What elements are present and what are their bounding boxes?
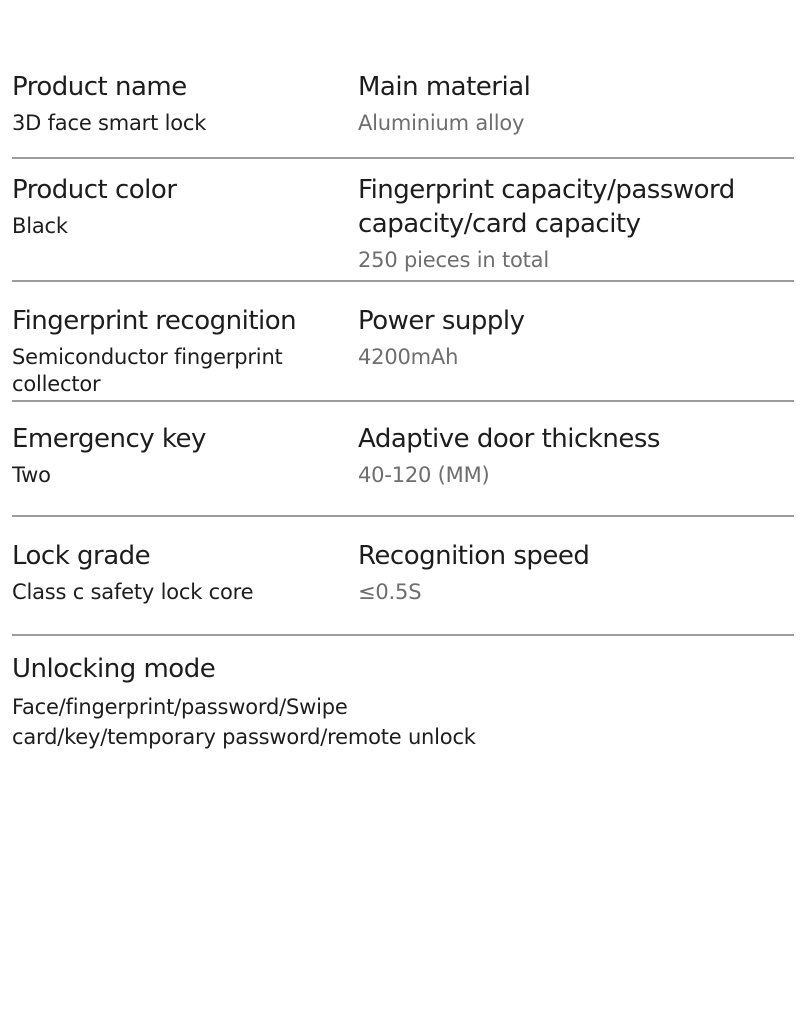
spec-value: 4200mAh: [358, 345, 459, 369]
spec-label: Fingerprint capacity/password capacity/card capacity: [358, 175, 735, 239]
spec-value: Two: [12, 463, 51, 487]
spec-cell-right: [358, 70, 794, 137]
spec-value: Aluminium alloy: [358, 111, 525, 135]
spec-label: Power supply: [358, 306, 525, 336]
spec-cell-right: [358, 539, 794, 606]
spec-value: Semiconductor fingerprint collector: [12, 345, 283, 396]
spec-label: Adaptive door thickness: [358, 424, 660, 454]
spec-value: 40-120 (MM): [358, 463, 490, 487]
spec-value: Face/fingerprint/password/Swipe card/key/temporary password/remote unlock: [12, 695, 476, 749]
spec-row-lock-grade: [12, 517, 794, 636]
spec-value: Class c safety lock core: [12, 580, 254, 604]
spec-label: Main material: [358, 72, 531, 102]
spec-cell-left: [12, 173, 358, 274]
spec-cell-left: [12, 304, 358, 398]
spec-cell-full: [12, 652, 794, 752]
spec-cell-left: [12, 422, 358, 489]
spec-cell-left: [12, 70, 358, 137]
spec-value: ≤0.5S: [358, 580, 422, 604]
spec-row-fingerprint-recognition: [12, 282, 794, 402]
spec-value: 250 pieces in total: [358, 248, 549, 272]
spec-label: Lock grade: [12, 541, 151, 571]
spec-label: Product color: [12, 175, 177, 205]
spec-value: 3D face smart lock: [12, 111, 207, 135]
spec-cell-right: [358, 173, 794, 274]
spec-row-emergency-key: [12, 402, 794, 517]
spec-cell-right: [358, 304, 794, 398]
spec-label: Unlocking mode: [12, 654, 216, 684]
spec-row-unlocking-mode: [12, 636, 794, 752]
spec-label: Product name: [12, 72, 187, 102]
spec-cell-left: [12, 539, 358, 606]
spec-label: Recognition speed: [358, 541, 590, 571]
spec-label: Fingerprint recognition: [12, 306, 297, 336]
spec-value: Black: [12, 214, 68, 238]
spec-cell-right: [358, 422, 794, 489]
spec-label: Emergency key: [12, 424, 206, 454]
spec-row-product-name: [12, 58, 794, 159]
spec-row-product-color: [12, 159, 794, 282]
